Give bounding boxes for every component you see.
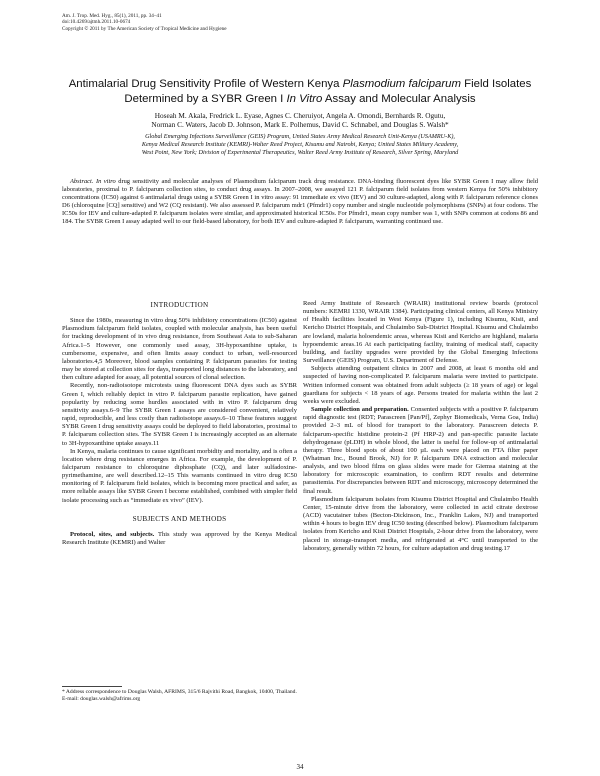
- journal-header: [62, 13, 227, 32]
- affiliations: [40, 133, 560, 158]
- paragraph: Recently, non-radioisotope microtests using fluorescent DNA dyes such as SYBR Green I, which reliably depict in vitro P. falciparum parasite replication, have gained popularity by reducing some hurdles associated with in vitro P. falciparum drug sensitivity assays.6–9 The SYBR Green I assays are considered convenient, relatively rapid, reproducible, and less costly than radioisotope assays.6–10 These features suggest SYBR Green I drug sensitivity assays could be deployed to field laboratories, proximal to P. falciparum collection sites. The SYBR Green I is increasingly accepted as an alternate to 3H-hypoxanthine uptake assays.11: [62, 382, 297, 447]
- paragraph: [62, 531, 297, 547]
- title-text-3: Determined by a SYBR Green I: [124, 93, 287, 105]
- affiliation-line-2: Kenya Medical Research Institute (KEMRI)-Walter Reed Project, Kisumu and Nairobi, Kenya; United States Military Academy,: [141, 141, 459, 149]
- paragraph: Since the 1980s, measuring in vitro drug 50% inhibitory concentrations (IC50) against Plasmodium falciparum field isolates, coupled with molecular analysis, has been useful for tracking development of in vivo drug resistance, from Southeast Asia to sub-Saharan Africa.1–5 However, one commonly used assay, 3H-hypoxanthine uptake, is cumbersome, expensive, and often limits assay conduct to urban, well-resourced laboratories.4,5 Moreover, blood samples containing P. falciparum parasites for testing may be stored at collection sites for days, transported long distances to the laboratory, and then culture adapted for assay, all potential sources of clonal selection.: [62, 317, 297, 382]
- abstract: Abstract. In vitro drug sensitivity and molecular analyses of Plasmodium falciparum track drug resistance. DNA-binding fluorescent dyes like SYBR Green I may allow field laboratories, proximal to P. falciparum collection sites, to conduct drug assays. In 2007–2008, we assayed 121 P. falciparum field isolates from western Kenya for 50% inhibitory concentrations (IC50) against 6 antimalarial drugs using a SYBR Green I in vitro assay: 91 immediate ex vivo (IEV) and 30 culture-adapted, along with P. falciparum reference clones D6 (chloroquine [CQ] sensitive) and W2 (CQ resistant). We also assessed P. falciparum mdr1 (Pfmdr1) copy number and single nucleotide polymorphisms (SNPs) at four codons. The IC50s for IEV and culture-adapted P. falciparum isolates were similar, and approximated historical IC50s. For Pfmdr1, mean copy number was 1, with SNPs common at codons 86 and 184. The SYBR Green I assay adapted well to our field-based laboratory, for both IEV and culture-adapted P. falciparum, warranting continued use.: [62, 178, 538, 226]
- affiliation-line-3: West Point, New York; Division of Experimental Therapeutics, Walter Reed Army Institute of Research, Silver Spring, Maryland: [141, 149, 459, 157]
- paragraph: Subjects attending outpatient clinics in 2007 and 2008, at least 6 months old and suspected of having non-complicated P. falciparum malaria were invited to participate. Written informed consent was obtained from adult subjects (≥ 18 years of age) or legal guardians for subjects < 18 years of age. Persons treated for malaria within the last 2 weeks were excluded.: [303, 365, 538, 405]
- paragraph-text: Consented subjects with a positive P. falciparum rapid diagnostic test (RDT; Parascreen [Pan/Pf], Zephyr Biomedicals, Verna Goa, India) provided 2–3 mL of blood for transport to the laboratory. Parascreen detects P. falciparum-specific histidine protein-2 (Pf HRP-2) and pan-specific parasite lactate dehydrogenase (pLDH) in whole blood, the latter is useful for follow-up of antimalarial therapy. Three blood spots of about 100 µL each were placed on FTA filter paper (Whatman Inc., Bound Brook, NJ) for P. falciparum DNA extraction and molecular analysis, and two blood films on glass slides were made for Giemsa staining at the laboratory for microscopic examination, to confirm RDT results and determine parasitemia. For discrepancies between RDT and microscopy, microscopy determined the final result.: [303, 406, 539, 495]
- authors-line-1: Hoseah M. Akala, Fredrick L. Eyase, Agnes C. Cheruiyot, Angela A. Omondi, Bernhards R. Ogutu,: [154, 111, 446, 120]
- run-in-heading: Protocol, sites, and subjects.: [70, 530, 155, 538]
- paragraph-text: This study was approved by the Kenya Medical Research Institute (KEMRI) and Walter: [62, 530, 297, 547]
- authors-line-2: Norman C. Waters, Jacob D. Johnson, Mark E. Polhemus, David C. Schnabel, and Douglas S. Walsh*: [151, 120, 449, 130]
- title-italic-2: In Vitro: [286, 93, 323, 105]
- section-heading-methods: SUBJECTS AND METHODS: [132, 514, 227, 523]
- journal-copyright: Copyright © 2011 by The American Society of Tropical Medicine and Hygiene: [62, 25, 227, 32]
- journal-citation: Am. J. Trop. Med. Hyg., 85(1), 2011, pp. 34–41: [62, 13, 162, 19]
- affiliation-line-1: Global Emerging Infections Surveillance (GEIS) Program, United States Army Medical Research Unit-Kenya (USAMRU-K),: [145, 133, 455, 140]
- paragraph: Plasmodium falciparum isolates from Kisumu District Hospital and Chulaimbo Health Center, 15-minute drive from the laboratory, were collected in acid citrate dextrose (ACD) vacutainer tubes (Becton-Dickinson, Inc., Franklin Lakes, NJ) and transported within 4 hours to begin IEV drug IC50 testing (described below). Plasmodium falciparum isolates from Kericho and Kisii District Hospitals, 2-hour drive from the laboratory, were placed in storage-transport media, and refrigerated at 4°C until transported to the laboratory, generally within 72 hours, for culture adaptation and drug testing.17: [303, 495, 538, 552]
- title-text-2: Field Isolates: [461, 78, 532, 90]
- right-column: [303, 300, 538, 553]
- title-text-1: Antimalarial Drug Sensitivity Profile of Western Kenya: [68, 78, 343, 90]
- run-in-heading: Sample collection and preparation.: [311, 406, 409, 414]
- footnote: * Address correspondence to Douglas Walsh, AFRIMS, 315/6 Rajvithi Road, Bangkok, 10400, Thailand. E-mail: douglas.walsh@afrims.org: [62, 689, 297, 703]
- left-column: [62, 301, 297, 547]
- abstract-label: Abstract.: [70, 178, 94, 185]
- section-heading-introduction: INTRODUCTION: [150, 301, 209, 309]
- journal-doi: doi:10.4269/ajtmh.2011.10-0674: [62, 19, 131, 26]
- title-text-4: Assay and Molecular Analysis: [322, 93, 476, 105]
- page-number: 34: [296, 763, 304, 771]
- article-title: [40, 77, 560, 107]
- author-list: [40, 111, 560, 130]
- paragraph: Reed Army Institute of Research (WRAIR) institutional review boards (protocol numbers: KEMRI 1330, WRAIR 1384). Participating clinical centers, all Kenya Ministry of Health facilities located in West Kenya (Figure 1), including Kisumu, Kisii, and Kericho District Hospitals, and Chulaimbo Sub-District Hospital. Kisumu and Chulaimbo are lowland, malaria holoendemic areas, whereas Kisii and Kericho are highland, malaria hypoendemic areas.16 At each participating facility, training of medical staff, capacity building, and facility upgrades were provided by the Global Emerging Infections Surveillance (GEIS) Program, U.S. Department of Defense.: [303, 300, 538, 365]
- paragraph: In Kenya, malaria continues to cause significant morbidity and mortality, and is often a location where drug resistance emerges in Africa. For example, the development of P. falciparum resistance to chloroquine diphosphate (CQ), and later sulfadoxine-pyrimethamine, are well described.12–15 This warrants continued in vitro drug IC50 monitoring of P. falciparum field isolates, which is becoming more practical and safer, as more reliable assays like SYBR Green I become established, combined with simpler field isolate processing such as “immediate ex vivo” (IEV).: [62, 447, 297, 504]
- abstract-text: drug sensitivity and molecular analyses of Plasmodium falciparum track drug resistance. DNA-binding fluorescent dyes like SYBR Green I may allow field laboratories, proximal to P. falciparum collection sites, to conduct drug assays. In 2007–2008, we assayed 121 P. falciparum field isolates from western Kenya for 50% inhibitory concentrations (IC50) against 6 antimalarial drugs using a SYBR Green I in vitro assay: 91 immediate ex vivo (IEV) and 30 culture-adapted, along with P. falciparum reference clones D6 (chloroquine [CQ] sensitive) and W2 (CQ resistant). We also assessed P. falciparum mdr1 (Pfmdr1) copy number and single nucleotide polymorphisms (SNPs) at four codons. The IC50s for IEV and culture-adapted P. falciparum isolates were similar, and approximated historical IC50s. For Pfmdr1, mean copy number was 1, with SNPs common at codons 86 and 184. The SYBR Green I assay adapted well to our field-based laboratory, for both IEV and culture-adapted P. falciparum, warranting continued use.: [62, 178, 538, 226]
- footnote-divider: [62, 686, 122, 687]
- title-italic-1: Plasmodium falciparum: [342, 78, 462, 90]
- paragraph: [303, 406, 538, 496]
